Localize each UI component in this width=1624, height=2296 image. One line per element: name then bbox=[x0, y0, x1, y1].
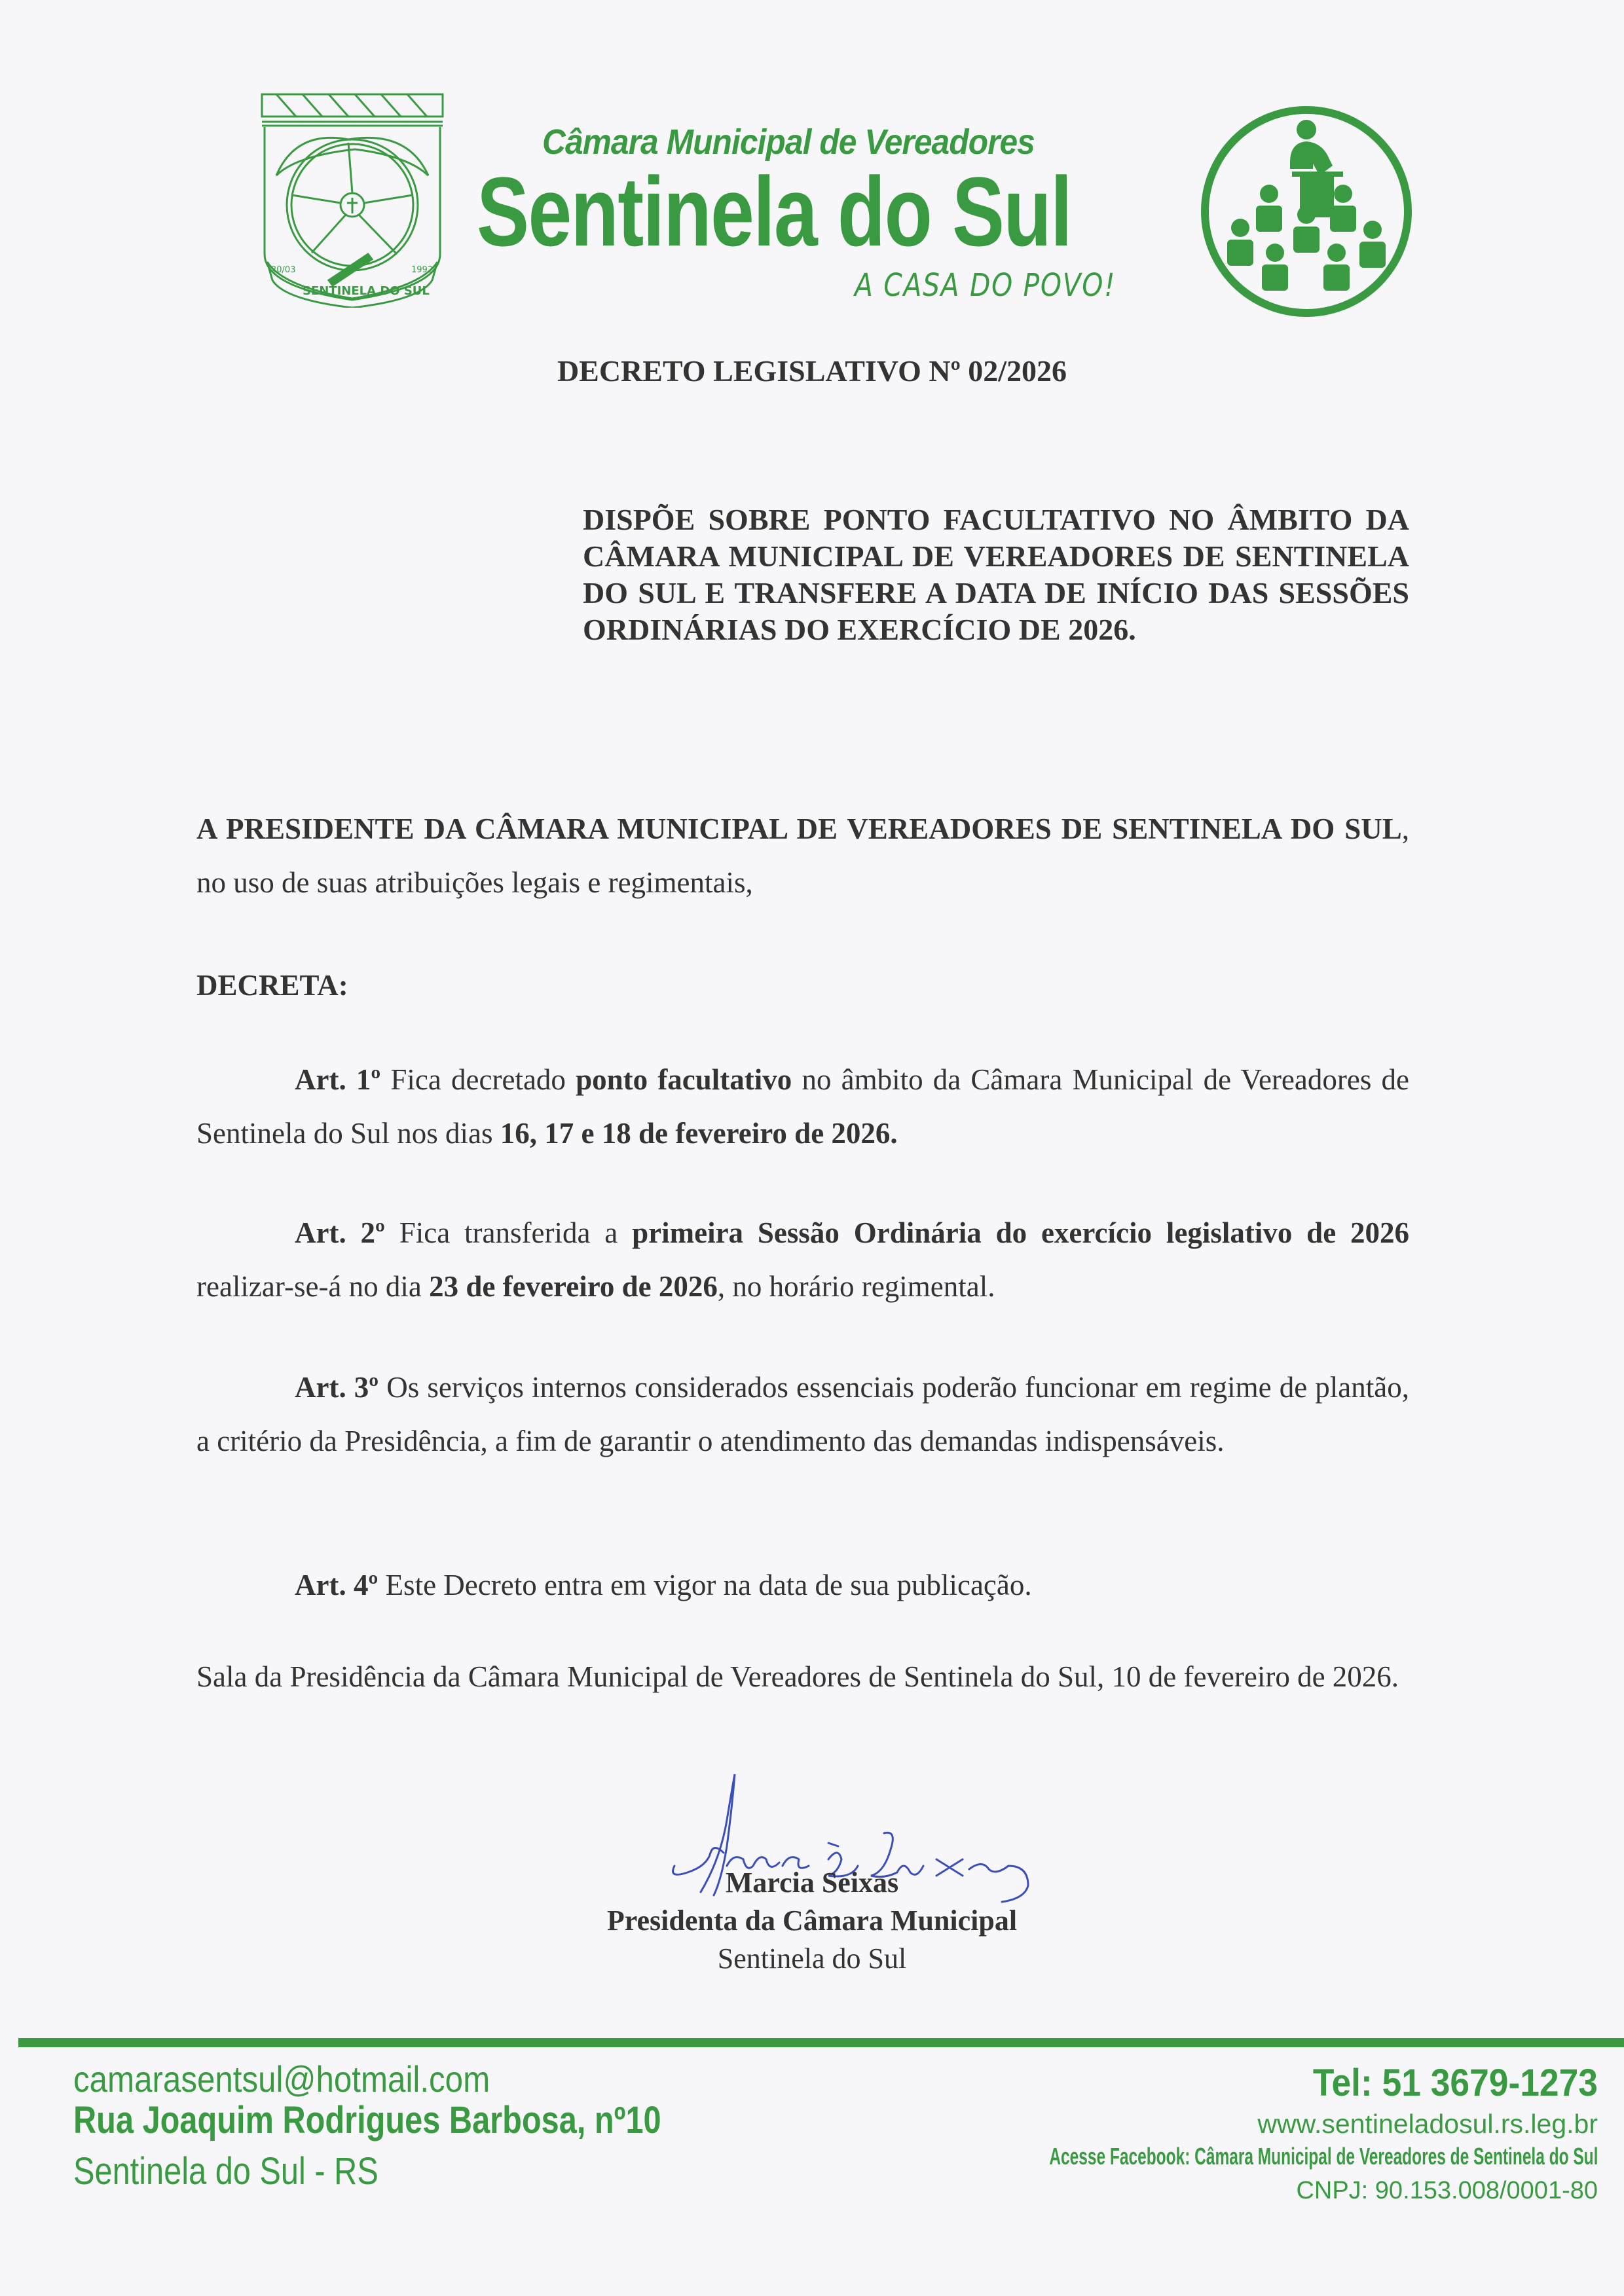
footer-facebook: Acesse Facebook: Câmara Municipal de Vereadores de Sentinela do Sul bbox=[1048, 2143, 1598, 2170]
article-1 bbox=[196, 1053, 1409, 1160]
signatory-role: Presidenta da Câmara Municipal bbox=[606, 1904, 1018, 1937]
article-1-text: Fica decretado bbox=[380, 1063, 576, 1096]
preamble-text: , no uso de suas atribuições legais e regimentais, bbox=[196, 812, 1409, 899]
decree-subject: DISPÕE SOBRE PONTO FACULTATIVO NO ÂMBITO DA CÂMARA MUNICIPAL DE VEREADORES DE SENTINELA DO SUL E TRANSFERE A DATA DE INÍCIO DAS SESSÕES ORDINÁRIAS DO EXERCÍCIO DE 2026. bbox=[583, 503, 1409, 646]
footer-website[interactable]: www.sentineladosul.rs.leg.br bbox=[1257, 2109, 1598, 2139]
article-2-emphasis: primeira Sessão Ordinária do exercício legislativo de 2026 bbox=[632, 1216, 1410, 1249]
article-4 bbox=[196, 1558, 1409, 1612]
preamble bbox=[196, 802, 1409, 909]
article-1-text: no âmbito da Câmara Municipal de Vereadores de Sentinela do Sul nos dias bbox=[196, 1063, 1409, 1150]
signatory-place: Sentinela do Sul bbox=[717, 1942, 907, 1975]
article-2-date: 23 de fevereiro de 2026 bbox=[429, 1270, 718, 1303]
article-3-text: Os serviços internos considerados essenciais poderão funcionar em regime de plantão, a critério da Presidência, a fim de garantir o atendimento das demandas indispensáveis. bbox=[196, 1371, 1410, 1457]
header-org-name: Sentinela do Sul bbox=[477, 156, 1071, 266]
coat-ribbon-text: SENTINELA DO SUL bbox=[303, 284, 430, 298]
article-1-dates: 16, 17 e 18 de fevereiro de 2026. bbox=[500, 1117, 898, 1150]
article-3-label: Art. 3º bbox=[295, 1371, 379, 1404]
footer-address: Rua Joaquim Rodrigues Barbosa, nº10 bbox=[73, 2099, 661, 2141]
footer-divider bbox=[18, 2038, 1624, 2047]
article-2-label: Art. 2º bbox=[295, 1216, 385, 1249]
closing-place-date: Sala da Presidência da Câmara Municipal de Vereadores de Sentinela do Sul, 10 de fevereiro de 2026. bbox=[196, 1660, 1399, 1693]
decree-title: DECRETO LEGISLATIVO Nº 02/2026 bbox=[557, 354, 1067, 388]
article-4-label: Art. 4º bbox=[295, 1569, 378, 1601]
article-2-text: Fica transferida a bbox=[384, 1216, 633, 1249]
signatory-name: Marcia Seixas bbox=[725, 1867, 899, 1899]
article-1-label: Art. 1º bbox=[295, 1063, 381, 1096]
article-2-text: realizar-se-á no dia bbox=[196, 1270, 430, 1303]
footer-city: Sentinela do Sul - RS bbox=[73, 2150, 378, 2193]
coat-founded-day: 20/03 bbox=[271, 265, 296, 275]
preamble-authority: A PRESIDENTE DA CÂMARA MUNICIPAL DE VEREADORES DE SENTINELA DO SUL bbox=[196, 812, 1402, 845]
footer-email[interactable]: camarasentsul@hotmail.com bbox=[73, 2058, 490, 2100]
article-3 bbox=[196, 1360, 1409, 1468]
decreta-heading: DECRETA: bbox=[196, 969, 348, 1002]
footer-cnpj: CNPJ: 90.153.008/0001-80 bbox=[1296, 2177, 1598, 2204]
footer-phone: Tel: 51 3679-1273 bbox=[1312, 2062, 1598, 2104]
coat-of-arms-icon bbox=[257, 90, 448, 308]
assembly-people-icon bbox=[1198, 103, 1414, 319]
header-org-line: Câmara Municipal de Vereadores bbox=[542, 122, 1035, 162]
article-2 bbox=[196, 1206, 1409, 1313]
coat-founded-year: 1992 bbox=[411, 265, 434, 275]
header-motto: A CASA DO POVO! bbox=[855, 267, 1116, 304]
article-4-text: Este Decreto entra em vigor na data de sua publicação. bbox=[378, 1569, 1032, 1601]
article-1-emphasis: ponto facultativo bbox=[576, 1063, 792, 1096]
article-2-text: , no horário regimental. bbox=[717, 1270, 995, 1303]
